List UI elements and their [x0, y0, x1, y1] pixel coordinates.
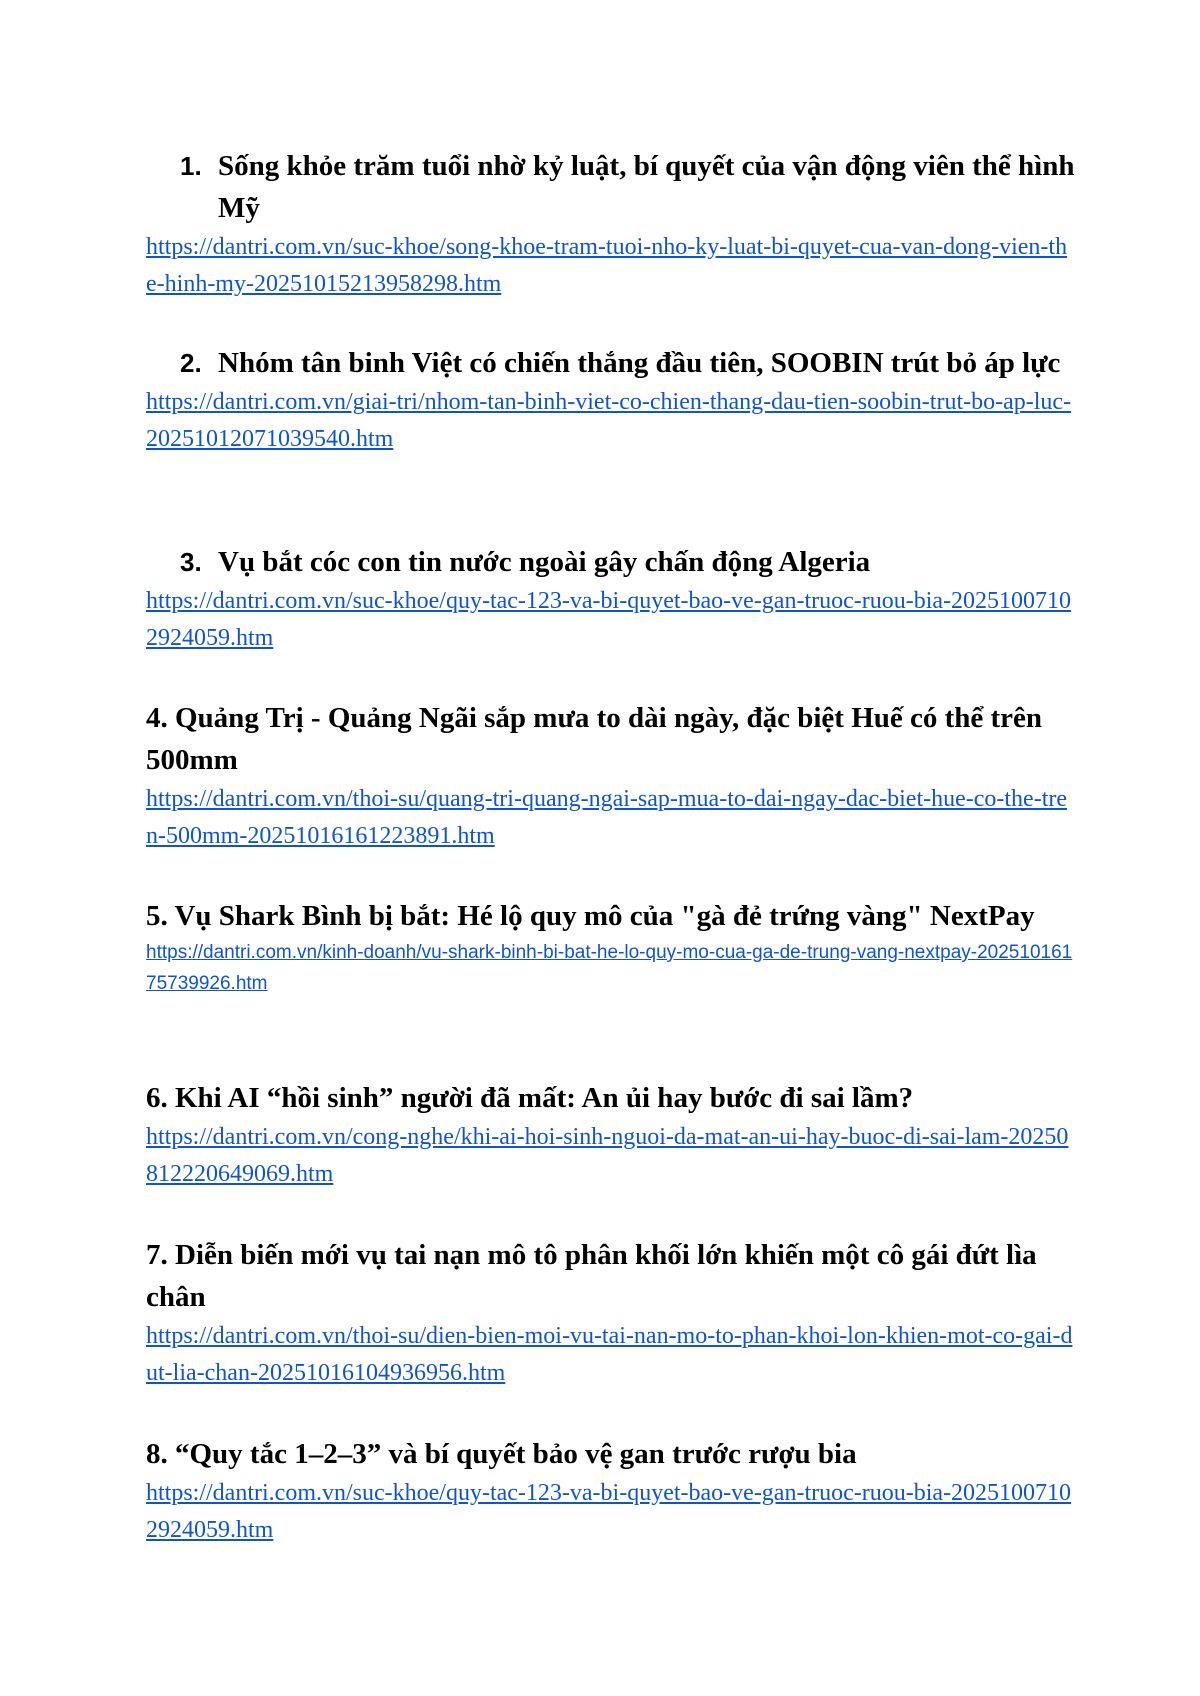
article-title: [146, 342, 1076, 384]
article-item-8: [146, 1433, 1076, 1549]
article-item-4: [146, 697, 1076, 855]
article-item-5: [146, 895, 1076, 999]
article-item-1: [146, 145, 1076, 303]
article-link[interactable]: https://dantri.com.vn/suc-khoe/quy-tac-123-va-bi-quyet-bao-ve-gan-truoc-ruou-bia-20251007102924059.htm: [146, 1480, 1072, 1543]
article-title: [146, 145, 1076, 229]
article-item-7: [146, 1234, 1076, 1392]
article-title: 6. Khi AI “hồi sinh” người đã mất: An ủi hay bước đi sai lầm?: [146, 1082, 914, 1114]
article-link[interactable]: https://dantri.com.vn/kinh-doanh/vu-shark-binh-bi-bat-he-lo-quy-mo-cua-ga-de-trung-vang-nextpay-20251016175739926.htm: [146, 942, 1073, 994]
list-number: 2.: [180, 348, 202, 378]
list-number: 1.: [180, 151, 202, 181]
article-item-6: [146, 1077, 1076, 1193]
article-title: 8. “Quy tắc 1–2–3” và bí quyết bảo vệ gan trước rượu bia: [146, 1438, 857, 1470]
article-link[interactable]: https://dantri.com.vn/thoi-su/quang-tri-quang-ngai-sap-mua-to-dai-ngay-dac-biet-hue-co-the-tren-500mm-20251016161223891.htm: [146, 786, 1068, 849]
article-title-text: Vụ bắt cóc con tin nước ngoài gây chấn động Algeria: [218, 546, 871, 578]
article-title-text: Sống khỏe trăm tuổi nhờ kỷ luật, bí quyết của vận động viên thể hình Mỹ: [218, 150, 1075, 224]
article-link[interactable]: https://dantri.com.vn/suc-khoe/quy-tac-123-va-bi-quyet-bao-ve-gan-truoc-ruou-bia-20251007102924059.htm: [146, 588, 1072, 651]
article-title: 5. Vụ Shark Bình bị bắt: Hé lộ quy mô của "gà đẻ trứng vàng" NextPay: [146, 900, 1035, 932]
article-link[interactable]: https://dantri.com.vn/thoi-su/dien-bien-moi-vu-tai-nan-mo-to-phan-khoi-lon-khien-mot-co-gai-dut-lia-chan-20251016104936956.htm: [146, 1323, 1073, 1386]
article-link[interactable]: https://dantri.com.vn/cong-nghe/khi-ai-hoi-sinh-nguoi-da-mat-an-ui-hay-buoc-di-sai-lam-20250812220649069.htm: [146, 1124, 1069, 1187]
article-item-3: [146, 541, 1076, 657]
article-title: [146, 541, 1076, 583]
article-link[interactable]: https://dantri.com.vn/giai-tri/nhom-tan-binh-viet-co-chien-thang-dau-tien-soobin-trut-bo-ap-luc-20251012071039540.htm: [146, 389, 1072, 452]
list-number: 3.: [180, 547, 202, 577]
article-title: 4. Quảng Trị - Quảng Ngãi sắp mưa to dài ngày, đặc biệt Huế có thể trên 500mm: [146, 702, 1043, 776]
article-link[interactable]: https://dantri.com.vn/suc-khoe/song-khoe-tram-tuoi-nho-ky-luat-bi-quyet-cua-van-dong-vien-the-hinh-my-20251015213958298.htm: [146, 234, 1068, 297]
article-title-text: Nhóm tân binh Việt có chiến thắng đầu tiên, SOOBIN trút bỏ áp lực: [218, 347, 1061, 379]
article-item-2: [146, 342, 1076, 458]
article-title: 7. Diễn biến mới vụ tai nạn mô tô phân khối lớn khiến một cô gái đứt lìa chân: [146, 1239, 1037, 1313]
